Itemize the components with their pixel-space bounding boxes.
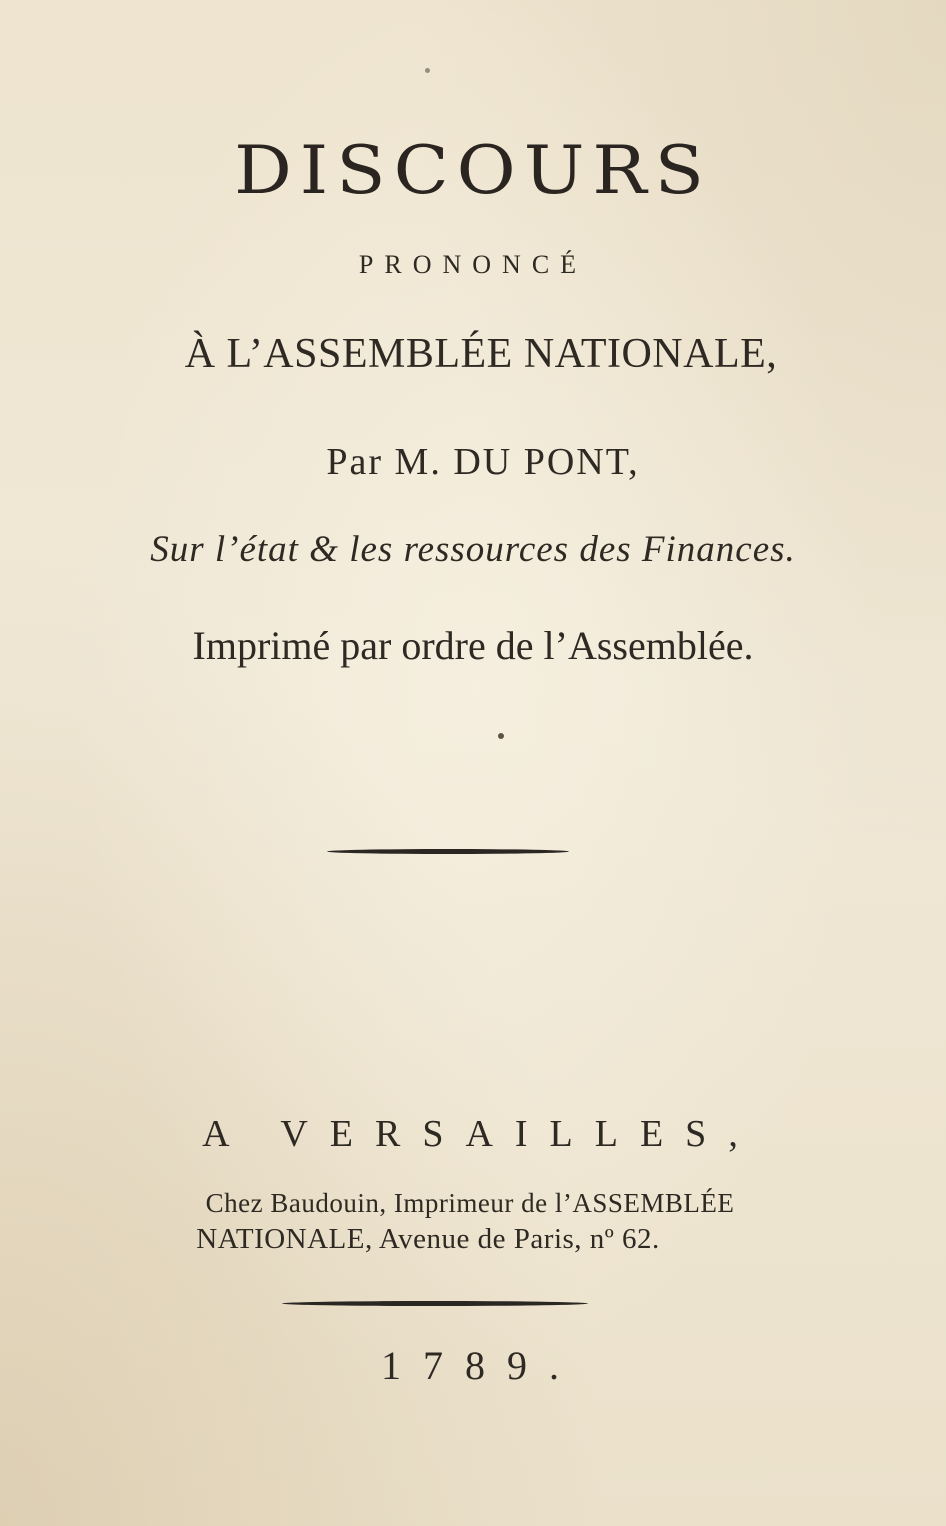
subject-line: Sur l’état & les ressources des Finances. — [150, 529, 796, 570]
imprint-city: A VERSAILLES, — [202, 1113, 760, 1155]
divider-rule — [327, 849, 569, 854]
divider-rule — [282, 1301, 588, 1306]
ink-speck — [425, 68, 430, 73]
publication-year: 1789. — [381, 1343, 581, 1388]
ink-speck — [498, 733, 504, 739]
subtitle-prononce: PRONONCÉ — [358, 250, 588, 279]
author-line: Par M. DU PONT, — [326, 441, 640, 483]
imprint-printer-line-1: Chez Baudouin, Imprimeur de l’ASSEMBLÉE — [205, 1188, 735, 1218]
assembly-line: À L’ASSEMBLÉE NATIONALE, — [184, 331, 778, 377]
imprint-printer-line-2: NATIONALE, Avenue de Paris, nº 62. — [196, 1223, 660, 1255]
title: DISCOURS — [234, 131, 712, 209]
printing-order-line: Imprimé par ordre de l’Assemblée. — [192, 623, 754, 668]
